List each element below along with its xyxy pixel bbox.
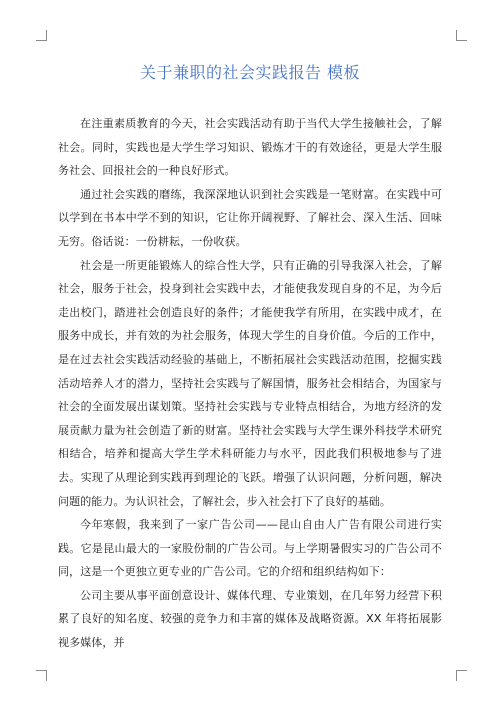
crop-mark-bottom-left xyxy=(36,670,47,681)
paragraph-3: 社会是一所更能锻炼人的综合性大学，只有正确的引导我深入社会，了解社会，服务于社会，投身到社会实践中去，才能使我发现自身的不足，为今后走出校门，踏进社会创造良好的条件；才能使我学有所用，在实践中成才，在服务中成长，并有效的为社会服务，体现大学生的自身价值。今后的工作中，是在过去社会实践活动经验的基础上，不断拓展社会实践活动范围，挖掘实践活动培养人才的潜力，坚持社会实践与了解国情，服务社会相结合，为国家与社会的全面发展出谋划策。坚持社会实践与专业特点相结合，为地方经济的发展贡献力量为社会创造了新的财富。坚持社会实践与大学生课外科技学术研究相结合，培养和提高大学生学术科研能力与水平，因此我们积极地参与了进去。实现了从理论到实践再到理论的飞跃。增强了认识问题，分析问题，解决问题的能力。为认识社会，了解社会，步入社会打下了良好的基础。 xyxy=(58,258,442,508)
crop-mark-top-right xyxy=(456,30,467,41)
paragraph-1: 在注重素质教育的今天，社会实践活动有助于当代大学生接触社会，了解社会。同时，实践也是大学生学习知识、锻炼才干的有效途径，更是大学生服务社会、回报社会的一种良好形式。 xyxy=(58,117,442,178)
paragraph-4: 今年寒假，我来到了一家广告公司——昆山自由人广告有限公司进行实践。它是昆山最大的一家股份制的广告公司。与上学期暑假实习的广告公司不同，这是一个更独立更专业的广告公司。它的介绍和组织结构如下： xyxy=(58,518,442,579)
paragraph-2: 通过社会实践的磨练，我深深地认识到社会实践是一笔财富。在实践中可以学到在书本中学不到的知识，它让你开阔视野、了解社会、深入生活、回味无穷。俗话说：一份耕耘，一份收获。 xyxy=(58,187,442,248)
paragraph-5: 公司主要从事平面创意设计、媒体代理、专业策划，在几年努力经营下积累了良好的知名度、较强的竞争力和丰富的媒体及战略资源。XX 年将拓展影视多媒体，并 xyxy=(58,588,442,650)
crop-mark-top-left xyxy=(36,30,47,41)
document-title: 关于兼职的社会实践报告 模板 xyxy=(139,63,361,82)
crop-mark-bottom-right xyxy=(456,670,467,681)
document-body xyxy=(58,112,442,655)
